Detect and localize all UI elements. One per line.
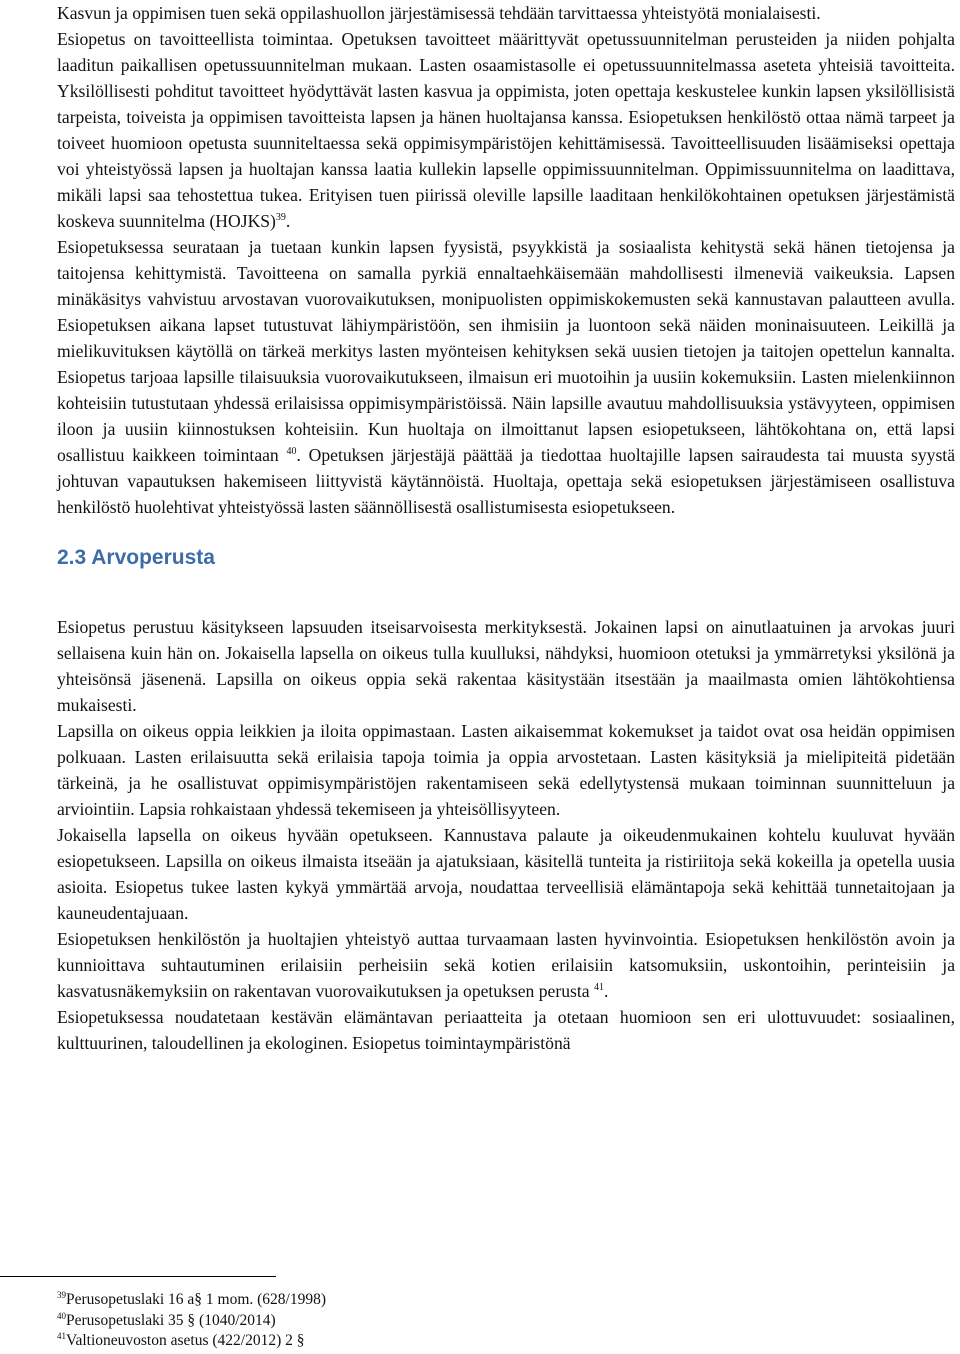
footnote-ref-41[interactable]: 41	[593, 982, 604, 994]
footnote-text: Perusopetuslaki 16 a§ 1 mom. (628/1998)	[66, 1291, 327, 1308]
paragraph-text: Esiopetus perustuu käsitykseen lapsuuden itseisarvoisesta merkityksestä. Jokainen lapsi on ainutlaatuinen ja arvokas juuri sellaisena kuin hän on. Jokaisella lapsella on oikeus tulla kuulluksi, nähdyksi, huomioon otetuksi ja ymmärretyksi yksilönä ja yhteisönsä jäsenenä. Lapsilla on oikeus oppia sekä rakentaa käsitystään itsestään ja maailmasta omien lähtökohtiensa mukaisesti.	[57, 617, 955, 715]
footnote-39	[57, 1290, 657, 1311]
paragraph-text: Esiopetuksessa seurataan ja tuetaan kunkin lapsen fyysistä, psyykkistä ja sosiaalista kehitystä sekä hänen tietojensa ja taitojensa kehittymistä. Tavoitteena on samalla pyrkiä ennaltaehkäisemään mahdollisesti ilmeneviä vaikeuksia. Lapsen minäkäsitys vahvistuu arvostavan vuorovaikutuksen, monipuolisten oppimiskokemusten sekä kannustavan palautteen avulla. Esiopetuksen aikana lapset tutustuvat lähiympäristöön, sen ihmisiin ja luontoon sekä näiden moninaisuuteen. Leikillä ja mielikuvituksen käytöllä on tärkeä merkitys lasten myönteisen kehityksen sekä uusien tietojen ja taitojen opettelun kannalta. Esiopetus tarjoaa lapsille tilaisuuksia vuorovaikutukseen, ilmaisun eri muotoihin ja uusiin kokemuksiin. Lasten mielenkiinnon kohteisiin tutustutaan yhdessä erilaisissa oppimisympäristöissä. Näin lapsille avautuu mahdollisuuksia ystävyyteen, oppimisen iloon ja uusiin kiinnostuksen kohteisiin. Kun huoltaja on ilmoittanut lapsen esiopetukseen, lähtökohtana on, että lapsi osallistuu kaikkeen toimintaan	[57, 237, 955, 465]
paragraph-text: . Opetuksen järjestäjä päättää ja tiedottaa huoltajille lapsen sairaudesta tai muusta syystä johtuvan vapautuksen hakemiseen liittyvistä käytännöistä. Huoltaja, opettaja sekä esiopetuksen järjestämiseen osallistuva henkilöstö huolehtivat yhteistyössä lasten säännöllisestä osallistumisesta esiopetukseen.	[57, 445, 956, 517]
paragraph-text: Lapsilla on oikeus oppia leikkien ja iloita oppimastaan. Lasten aikaisemmat kokemukset ja taidot ovat osa heidän oppimisen polkuaan. Lasten erilaisuutta sekä erilaisia tapoja toimia ja oppia arvostetaan. Lasten käsityksiä ja mielipiteitä pidetään tärkeinä, ja he osallistuvat oppimisympäristöjen rakentamiseen sekä edellytystensä mukaan toiminnan suunnitteluun ja arviointiin. Lapsia rohkaistaan yhdessä tekemiseen ja yhteisöllisyyteen.	[57, 721, 955, 819]
footnote-number: 41	[57, 1330, 66, 1341]
paragraph-text: Jokaisella lapsella on oikeus hyvään opetukseen. Kannustava palaute ja oikeudenmukainen kohtelu kuuluvat hyvään esiopetukseen. Lapsilla on oikeus ilmaista itseään ja ajatuksiaan, käsitellä tunteita ja ristiriitoja sekä kokeilla ja opetella uusia asioita. Esiopetus tukee lasten kykyä ymmärtää arvoja, noudattaa terveellisiä elämäntapoja sekä kehittää tunnetaitojaan ja kauneudentajuaan.	[57, 825, 955, 923]
footnote-divider	[0, 1276, 276, 1277]
footnote-number: 39	[57, 1289, 66, 1300]
paragraph-text: Kasvun ja oppimisen tuen sekä oppilashuollon järjestämisessä tehdään tarvittaessa yhteistyötä monialaisesti.	[57, 3, 821, 23]
footnotes	[57, 1290, 657, 1352]
paragraph-text: Esiopetuksessa noudatetaan kestävän elämäntavan periaatteita ja otetaan huomioon sen eri ulottuvuudet: sosiaalinen, kulttuurinen, taloudellinen ja ekologinen. Esiopetus toimintaympäristönä	[57, 1007, 955, 1053]
paragraph-good-teaching	[57, 822, 955, 926]
footnote-41	[57, 1331, 657, 1352]
footnote-number: 40	[57, 1310, 66, 1321]
footnote-ref-40[interactable]: 40	[286, 446, 297, 458]
paragraph-learning-play	[57, 718, 955, 822]
paragraph-development	[57, 234, 955, 520]
paragraph-value-basis	[57, 614, 955, 718]
footnote-text: Valtioneuvoston asetus (422/2012) 2 §	[66, 1332, 305, 1349]
footnote-40	[57, 1311, 657, 1332]
paragraph-sustainability	[57, 1004, 955, 1056]
footnote-ref-39[interactable]: 39	[275, 212, 286, 224]
paragraph-text: Esiopetus on tavoitteellista toimintaa. Opetuksen tavoitteet määrittyvät opetussuunnitelman perusteiden ja niiden pohjalta laaditun paikallisen opetussuunnitelman mukaan. Lasten osaamistasolle ei opetussuunnitelmassa aseteta yhteisiä tavoitteita. Yksilöllisesti pohditut tavoitteet hyödyttävät lasten kasvua ja oppimista, joten opettaja keskustelee kunkin lapsen yksilöllisistä tarpeista, toiveista ja oppimisen tavoitteista lapsen ja hänen huoltajansa kanssa. Esiopetuksen henkilöstö ottaa nämä tarpeet ja toiveet huomioon opetusta suunniteltaessa sekä oppimisympäristöjen kehittämisessä. Tavoitteellisuuden lisäämiseksi opettaja voi yhteistyössä lapsen ja huoltajan kanssa laatia kullekin lapselle oppimissuunnitelman. Oppimissuunnitelma on laadittava, mikäli lapsi saa tehostettua tukea. Erityisen tuen piirissä oleville lapsille laaditaan henkilökohtainen opetuksen järjestämistä koskeva suunnitelma (HOJKS)	[57, 29, 955, 231]
paragraph-goals: Esiopetus on tavoitteellista toimintaa. Opetuksen tavoitteet määrittyvät opetussuunnitelman perusteiden ja niiden pohjalta laaditun paikallisen opetussuunnitelman mukaan. Lasten osaamistasolle ei opetussuunnitelmassa aseteta yhteisiä tavoitteita. Yksilöllisesti pohditut tavoitteet hyödyttävät lasten kasvua ja oppimista, joten opettaja keskustelee kunkin lapsen yksilöllisistä tarpeista, toiveista ja oppimisen tavoitteista lapsen ja hänen huoltajansa kanssa. Esiopetuksen henkilöstö ottaa nämä tarpeet ja toiveet huomioon opetusta suunniteltaessa sekä oppimisympäristöjen kehittämisessä. Tavoitteellisuuden lisäämiseksi opettaja voi yhteistyössä lapsen ja huoltajan kanssa laatia kullekin lapselle oppimissuunnitelman. Oppimissuunnitelma on laadittava, mikäli lapsi saa tehostettua tukea. Erityisen tuen piirissä oleville lapsille laaditaan henkilökohtainen opetuksen järjestämistä koskeva suunnitelma (HOJKS)$^{39}$.	[57, 29, 955, 231]
section-heading: 2.3 Arvoperusta	[57, 546, 215, 569]
paragraph-cooperation: Esiopetuksen henkilöstön ja huoltajien yhteistyö auttaa turvaamaan lasten hyvinvointia. Esiopetuksen henkilöstön avoin ja kunnioittava suhtautuminen erilaisiin perheisiin sekä kotien erilaisiin katsomuksiin, uskontoihin, perinteisiin ja kasvatusnäkemyksiin on rakentavan vuorovaikutuksen ja opetuksen perusta $^{41}$.	[57, 929, 955, 1001]
document-page	[57, 0, 955, 1056]
paragraph-text: Esiopetuksen henkilöstön ja huoltajien yhteistyö auttaa turvaamaan lasten hyvinvointia. Esiopetuksen henkilöstön avoin ja kunnioittava suhtautuminen erilaisiin perheisiin sekä kotien erilaisiin katsomuksiin, uskontoihin, perinteisiin ja kasvatusnäkemyksiin on rakentavan vuorovaikutuksen ja opetuksen perusta	[57, 929, 955, 1001]
paragraph-support-cooperation	[57, 0, 955, 26]
footnote-text: Perusopetuslaki 35 § (1040/2014)	[66, 1311, 276, 1329]
